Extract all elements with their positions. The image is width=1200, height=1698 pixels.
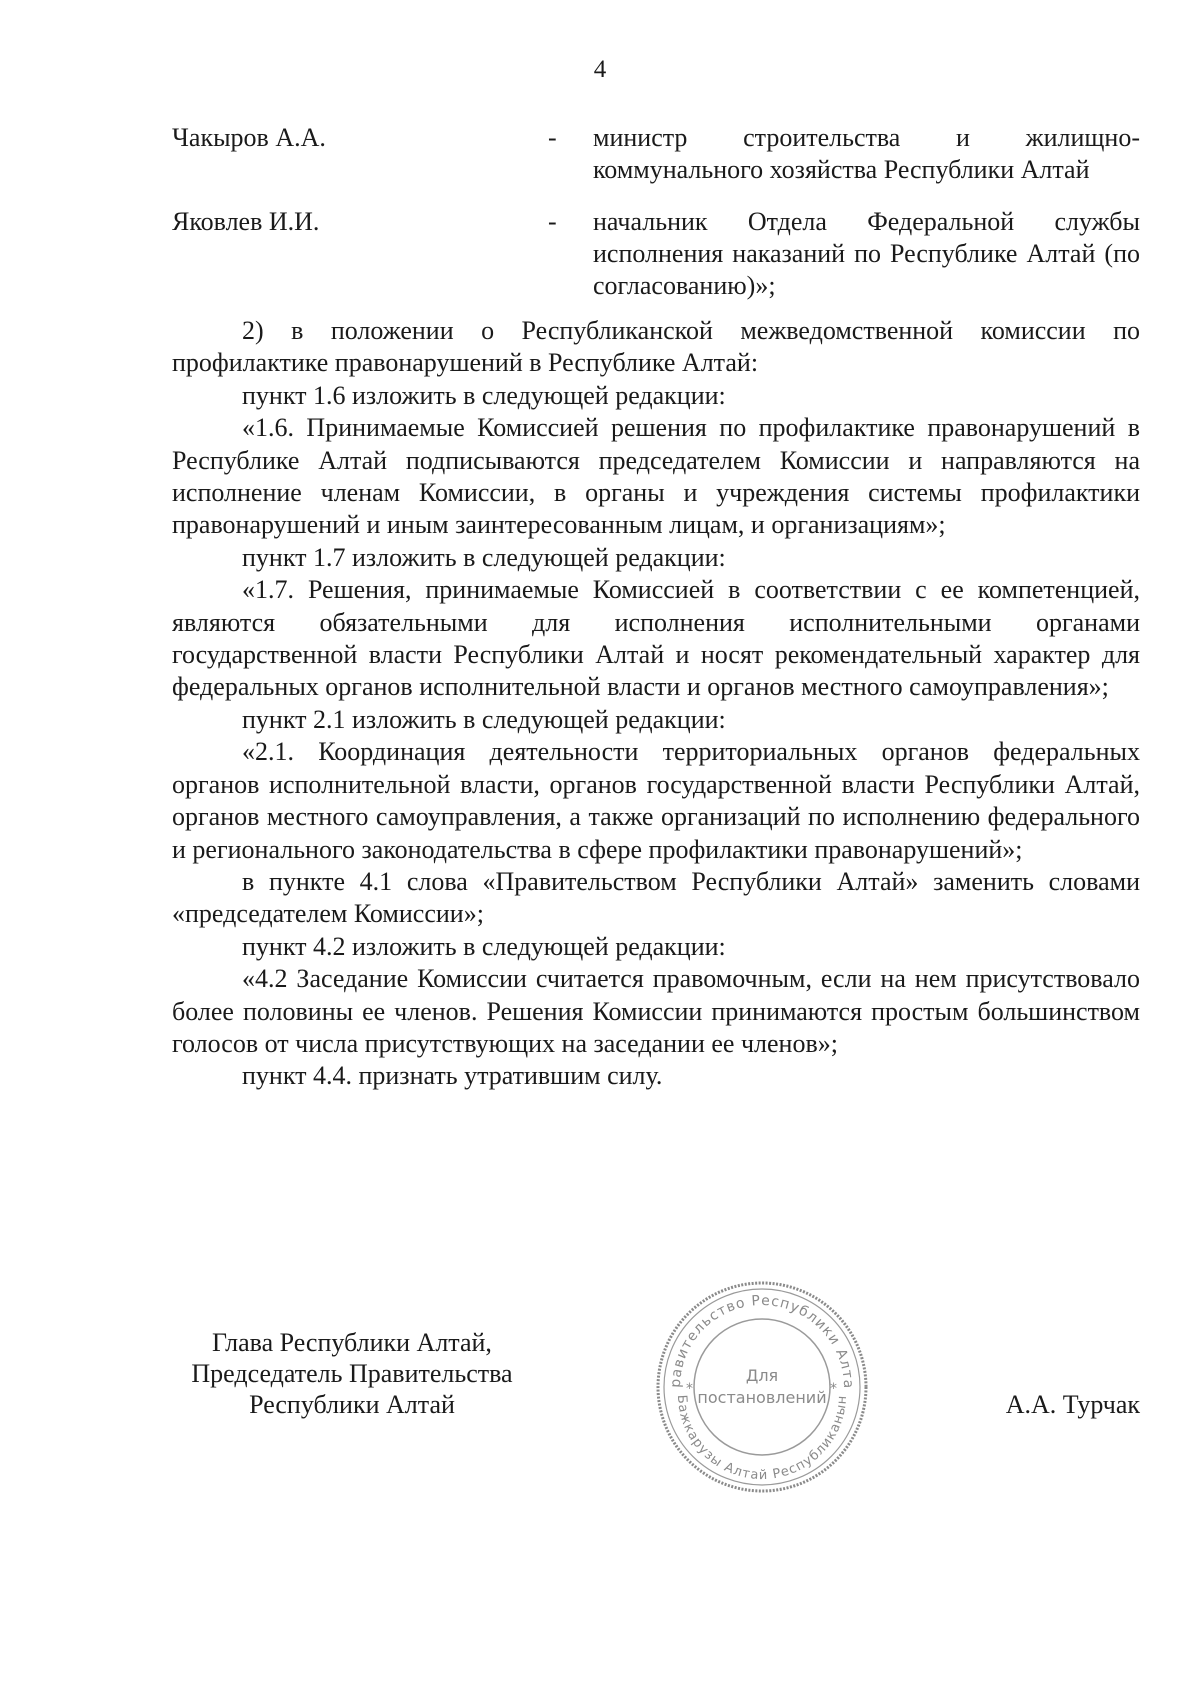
member-role: начальник Отдела Федеральной службы исполнения наказаний по Республике Алтай (по согласованию)»;: [593, 207, 1140, 300]
official-seal-stamp: [652, 1277, 872, 1497]
member-name: Яковлев И.И.: [172, 207, 320, 236]
member-dash: -: [548, 207, 557, 236]
member-row: [172, 206, 1140, 302]
paragraph: в пункте 4.1 слова «Правительством Республики Алтай» заменить словами «председателем Комиссии»;: [172, 866, 1140, 929]
paragraph: 2) в положении о Республиканской межведомственной комиссии по профилактике правонарушений в Республике Алтай:: [172, 316, 1140, 378]
seal-center-text: постановлений: [697, 1388, 827, 1407]
document-body: [172, 315, 1140, 1093]
signatory-title-line: Председатель Правительства: [191, 1359, 513, 1388]
paragraph: пункт 1.6 изложить в следующей редакции:: [242, 380, 726, 410]
signatory-title-line: Республики Алтай: [249, 1390, 455, 1419]
seal-star-icon: *: [830, 1381, 837, 1397]
seal-ring-text-top: равительство Республики Алта: [667, 1292, 857, 1390]
member-dash: -: [548, 123, 557, 152]
member-row: [172, 122, 1140, 186]
paragraph: пункт 2.1 изложить в следующей редакции:: [242, 704, 726, 734]
paragraph: «1.7. Решения, принимаемые Комиссией в соответствии с ее компетенцией, являются обязательными для исполнения исполнительными органами государственной власти Республики Алтай и носят рекомендательный характер для федеральных органов исполнительной власти и органов местного самоуправления»;: [172, 575, 1140, 702]
signatory-title-line: Глава Республики Алтай,: [212, 1328, 492, 1357]
seal-ring-text-bottom: Бажкарузы Алтай Республиканын: [673, 1394, 851, 1484]
paragraph: пункт 1.7 изложить в следующей редакции:: [242, 542, 726, 572]
seal-inner-ring: [694, 1319, 830, 1455]
member-role: министр строительства и жилищно-коммунального хозяйства Республики Алтай: [593, 123, 1140, 184]
paragraph: пункт 4.2 изложить в следующей редакции:: [242, 931, 726, 961]
paragraph: «2.1. Координация деятельности территориальных органов федеральных органов исполнительной власти, органов государственной власти Республики Алтай, органов местного самоуправления, а также организаций по исполнению федерального и регионального законодательства в сфере профилактики правонарушений»;: [172, 737, 1140, 864]
seal-star-icon: *: [686, 1381, 693, 1397]
commission-members-list: [172, 122, 1140, 322]
seal-graphic: [652, 1277, 872, 1497]
member-name: Чакыров А.А.: [172, 123, 326, 152]
paragraph: «1.6. Принимаемые Комиссией решения по профилактике правонарушений в Республике Алтай подписываются председателем Комиссии и направляются на исполнение членам Комиссии, в органы и учреждения системы профилактики правонарушений и иным заинтересованным лицам, и организациям»;: [172, 413, 1140, 540]
page-number: 4: [593, 56, 607, 83]
seal-center-text: Для: [745, 1366, 779, 1385]
paragraph: «4.2 Заседание Комиссии считается правомочным, если на нем присутствовало более половины ее членов. Решения Комиссии принимаются простым большинством голосов от числа присутствующих на заседании ее членов»;: [172, 964, 1140, 1058]
signature-block: [172, 1292, 1140, 1527]
signatory-title: [172, 1327, 532, 1420]
paragraph: пункт 4.4. признать утратившим силу.: [242, 1061, 663, 1091]
signatory-name: А.А. Турчак: [1005, 1390, 1140, 1419]
